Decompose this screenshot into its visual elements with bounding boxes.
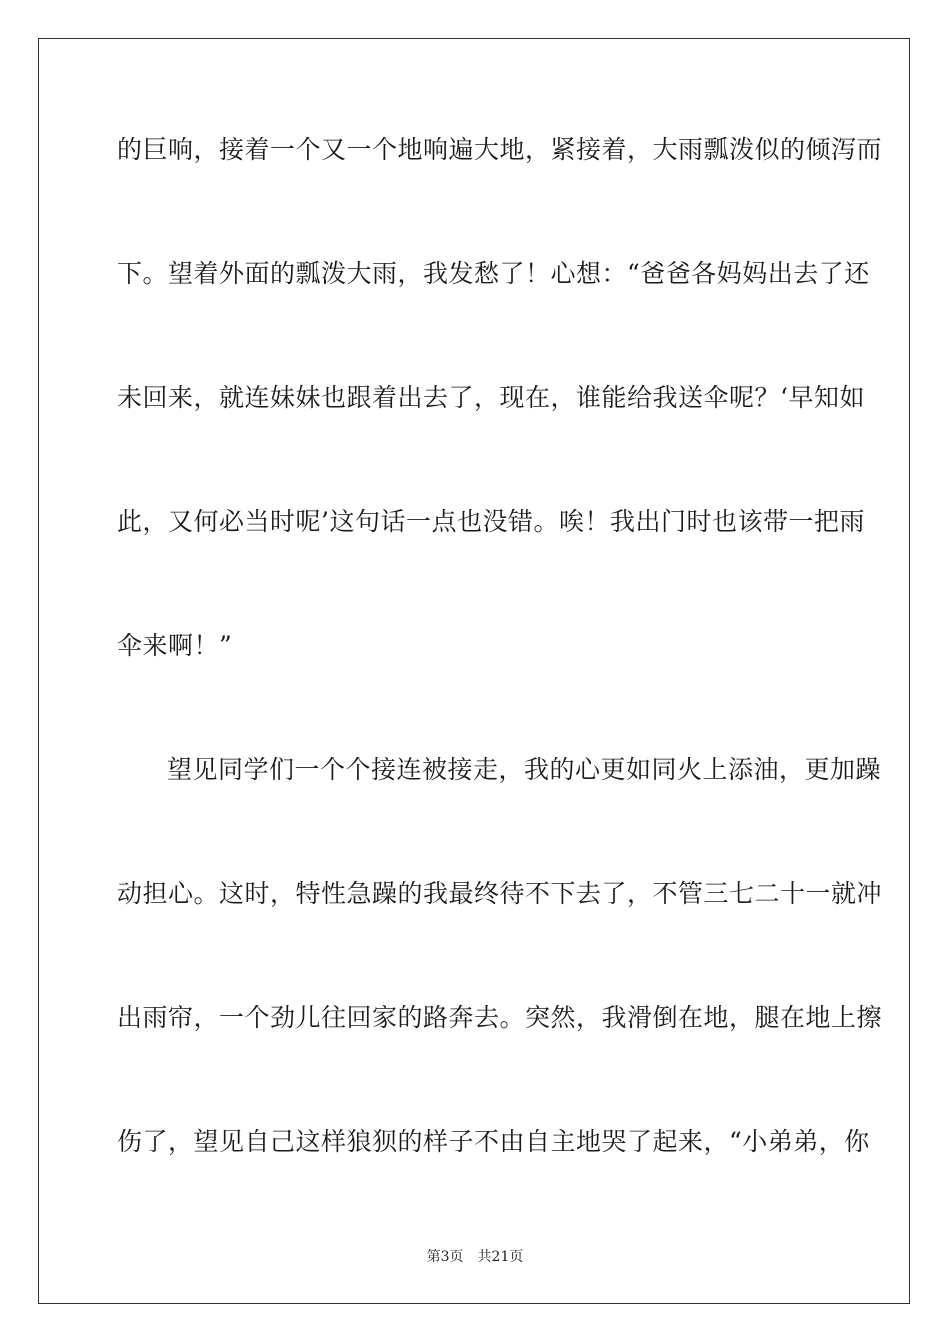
page-total: 共21页 [477,1249,524,1265]
paragraph-2 [117,744,883,1240]
document-body [117,124,883,1240]
paragraph-1 [117,124,883,744]
page-number: 第3页 [426,1249,464,1265]
text-line: 下。望着外面的瓢泼大雨，我发愁了！心想：“爸爸各妈妈出去了还 [117,259,870,288]
text-line: 的巨响，接着一个又一个地响遍大地，紧接着，大雨瓢泼似的倾泻而 [117,135,883,164]
text-line: 出雨帘，一个劲儿往回家的路奔去。突然，我滑倒在地，腿在地上擦 [117,1003,883,1032]
text-line: 动担心。这时，特性急躁的我最终待不下去了，不管三七二十一就冲 [117,879,883,908]
text-line: 此，又何必当时呢’这句话一点也没错。唉！我出门时也该带一把雨 [117,507,865,536]
text-line: 未回来，就连妹妹也跟着出去了，现在，谁能给我送伞呢？‘早知如 [117,383,865,412]
text-line: 伞来啊！” [117,631,233,660]
text-line: 伤了，望见自己这样狼狈的样子不由自主地哭了起来，“小弟弟，你 [117,1127,870,1156]
page-footer [0,1246,950,1266]
text-line: 望见同学们一个个接连被接走，我的心更如同火上添油，更加躁 [167,755,882,784]
